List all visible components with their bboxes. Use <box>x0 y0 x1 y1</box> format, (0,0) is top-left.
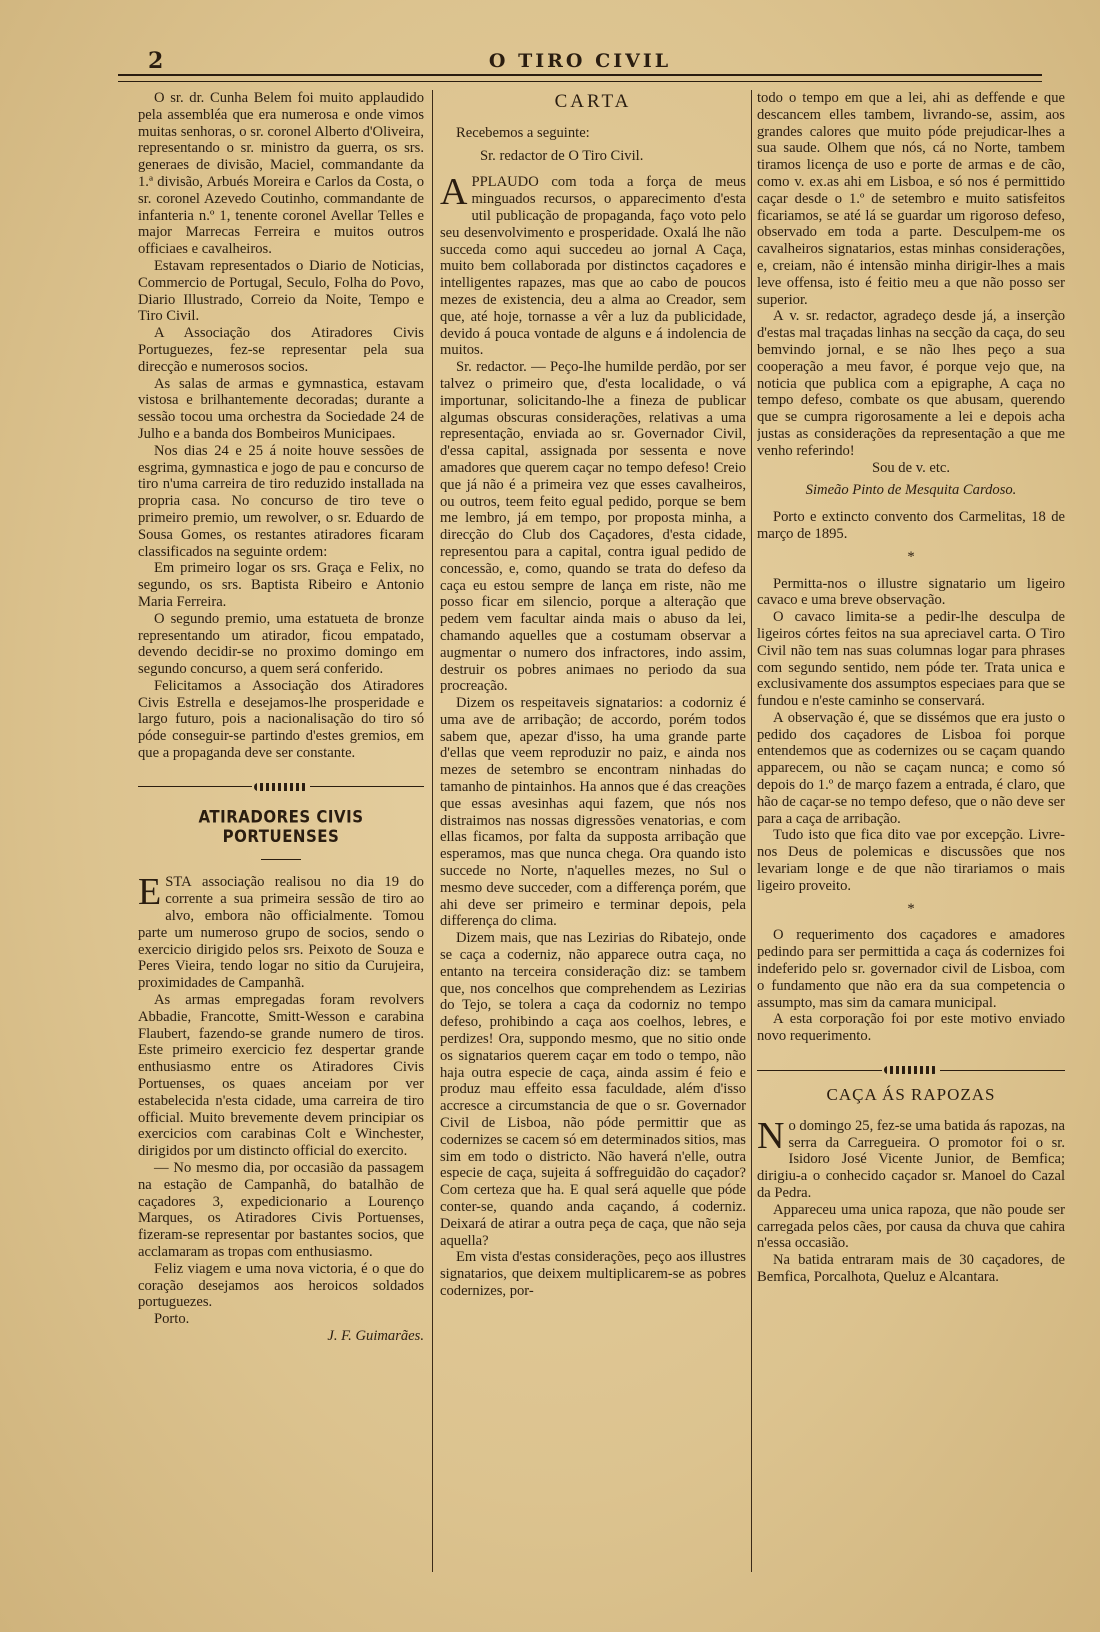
paragraph: Nos dias 24 e 25 á noite houve sessões de esgrima, gymnastica e jogo de pau e concurso de tiro n'uma carreira de tiro reduzido installada na propria casa. No concurso de tiro teve o primeiro premio, um rewolver, o sr. Eduardo de Sousa Gomes, os restantes atiradores ficaram classificados na seguinte ordem: <box>138 442 424 560</box>
paragraph: A observação é, que se dissémos que era justo o pedido dos caçadores de Lisboa foi porque entendemos que as codernizes ou se caçam quando apparecem, ou não se caçam nunca; e como só depois do 1.º de março fazem a entrada, é claro, que hão de caçar-se no tempo defeso, que o não deve ser para a caça de arribação. <box>757 709 1065 827</box>
drop-cap: N <box>757 1114 785 1157</box>
paragraph-text: associação realisou no dia 19 do corrente a sua primeira sessão de tiro ao alvo, embora não officialmente. Tomou parte um numeroso grupo de socios, sendo o exercicio dirigido pelos srs. Peixoto de Souza e Peres Vieira, tendo logar no sitio da Curujeira, proximidades de Campanhã. <box>138 874 424 992</box>
paragraph: A v. sr. redactor, agradeço desde já, a inserção d'estas mal traçadas linhas na secção da caça, do seu bemvindo jornal, e se não lhes peço a sua cooperação a meu favor, é porque vejo que, na noticia que publica com a epigraphe, A caça no tempo defeso, combate os que abusam, querendo que se cumpra rigorosamente a lei e depois acha justas as considerações da representação a que me venho referindo! <box>757 308 1065 459</box>
paragraph: As armas empregadas foram revolvers Abbadie, Francotte, Smitt-Wesson e carabina Flaubert, fazendo-se grande numero de tiros. Este primeiro exercicio fez despertar grande enthusiasmo entre os Atiradores Civis Portuenses, os quaes anceiam por ver estabelecida n'esta cidade, uma carreira de tiro official. Muito brevemente devem principiar os exercicios com carabinas Colt e Winchester, dirigidos por um distincto official do exercito. <box>138 992 424 1160</box>
author-signature: J. F. Guimarães. <box>327 1327 424 1344</box>
place: Porto. <box>154 1311 190 1328</box>
column-divider-1 <box>432 90 433 1572</box>
page-number: 2 <box>148 48 164 74</box>
section-title: CARTA <box>554 91 632 112</box>
paragraph: A esta corporação foi por este motivo enviado novo requerimento. <box>757 1011 1065 1045</box>
paragraph: Na batida entraram mais de 30 caçadores, de Bemfica, Porcalhota, Queluz e Alcantara. <box>757 1252 1065 1285</box>
section-ornament <box>757 1065 1065 1075</box>
column-1 <box>138 90 424 1572</box>
masthead: O TIRO CIVIL <box>488 50 672 72</box>
section-title: ATIRADORES CIVIS PORTUENSES <box>198 806 364 847</box>
column-divider-2 <box>751 90 752 1572</box>
asterisk-divider: * <box>907 548 915 565</box>
header-rule <box>118 74 1042 82</box>
lead-word: STA <box>165 874 192 891</box>
paragraph: — No mesmo dia, por occasião da passagem na estação de Campanhã, do batalhão de caçadores 3, expedicionario a Lourenço Marques, os Atiradores Civis Portuenses, fizeram-se representar por bastantes socios, que acclamaram as tropas com enthusiasmo. <box>138 1160 424 1260</box>
paragraph: Em primeiro logar os srs. Graça e Felix, no segundo, os srs. Baptista Ribeiro e Antonio Maria Ferreira. <box>138 560 424 610</box>
paragraph: O sr. dr. Cunha Belem foi muito applaudido pela assembléa que era numerosa e onde vimos muitas senhoras, o sr. coronel Alberto d'Oliveira, representando o sr. ministro da guerra, os srs. generaes de divisão, Maciel, commandante da 1.ª divisão, Arbués Moreira e Carlos da Costa, o sr. coronel Azevedo Coutinho, commandante de infanteria n.º 1, tenente coronel Avellar Telles e major Marrecas Ferreira e muitos outros officiaes e cavalheiros. <box>138 90 424 258</box>
paragraph: Appareceu uma unica rapoza, que não poude ser carregada pelos cães, por causa da chuva que cahira n'essa occasião. <box>757 1201 1065 1252</box>
paragraph: Sr. redactor. — Peço-lhe humilde perdão, por ser talvez o primeiro que, d'esta localidade, o vá importunar, solicitando-lhe a fineza de publicar algumas obscuras considerações, relativas a uma representação, enviada ao sr. Governador Civil, d'essa capital, assignada por sessenta e nove amadores que querem caçar no tempo defeso! Creio que já não é a primeira vez que esses cavalheiros, ou outros, teem feito egual pedido, porque se bem me lembro, já em tempo, por proposta minha, a direcção do Club dos Caçadores, d'esta cidade, representou para a capital, contra igual pedido de concessão, e, como, quando se trata do defeso da caça eu estou sempre de lança em riste, não me posso ficar em silencio, porque a alteração que pedem vem facultar ainda mais o abuso da lei, chamando aquelles que a costumam observar a augmentar o numero dos infractores, indo assim, destruir os pobres animaes no periodo da sua procreação. <box>440 359 746 695</box>
column-2 <box>440 90 746 1572</box>
paragraph: Em vista d'estas considerações, peço aos illustres signatarios, que deixem multiplicarem-se as pobres codernizes, por- <box>440 1249 746 1299</box>
drop-cap: A <box>440 171 468 214</box>
paragraph: O cavaco limita-se a pedir-lhe desculpa de ligeiros córtes feitos na sua apreciavel carta. O Tiro Civil não tem nas suas columnas logar para phrases com segundo sentido, nem póde ter. Trata unica e exclusivamente dos assumptos especiaes para que se fundou e n'este caminho se conservará. <box>757 609 1065 710</box>
paragraph: O segundo premio, uma estatueta de bronze representando um atirador, ficou empatado, devendo decidir-se no proximo domingo em segundo concurso, a quem será conferido. <box>138 610 424 678</box>
paragraph: Dizem mais, que nas Lezirias do Ribatejo, onde se caça a coderniz, não apparece outra caça, no entanto na terceira consideração diz: se tambem que, nos concelhos que comprehendem as Lezirias do Tejo, se tolera a caça da codorniz no tempo defeso, prohibindo a caça aos coelhos, lebres, e perdizes! Ora, suppondo mesmo, que no sitio onde os signatarios querem caçar em todo o tempo, não haja outra especie de caça, ainda assim é feio e produz mau effeito essa faculdade, além d'isso accresce a circumstancia de que o sr. Governador Civil de Lisboa, não póde permittir que as codernizes se cacem só em determinados sitios, mas sim em todo o districto. Não haverá n'elle, outra especie de caça, sujeita á soffreguidão do caçador? Com certeza que ha. E qual será aquelle que póde conter-se, quando anda caçando, á coderniz. Deixará de atirar a outra peça de caça, que não seja aquella? <box>440 930 746 1249</box>
title-rule <box>261 859 301 860</box>
section-title: CAÇA ÁS RAPOZAS <box>826 1085 996 1105</box>
closing-line: Sou de v. etc. <box>871 459 951 476</box>
paragraph-dropcap <box>440 171 746 359</box>
intro-line: Recebemos a seguinte: <box>456 124 590 141</box>
paragraph-text: com toda a força de meus minguados recursos, o apparecimento d'esta util publicação de propaganda, faço voto pelo seu desenvolvimento e prosperidade. Oxalá lhe não succeda como aqui succedeu ao jornal A Caça, muito bem collaborada por distinctos caçadores e intelligentes rapazes, mas que ao cabo de poucos mezes de existencia, deu a alma ao Creador, sem que, até hoje, tornasse a vêr a luz da publicidade, devido á pouca vontade de alguns e á indolencia de muitos. <box>440 174 746 359</box>
lead-word: PPLAUDO <box>471 174 539 191</box>
paragraph: Estavam representados o Diario de Noticias, Commercio de Portugal, Seculo, Folha do Povo, Diario Illustrado, Correio da Noite, Tempo e Tiro Civil. <box>138 257 424 325</box>
paragraph: A Associação dos Atiradores Civis Portuguezes, fez-se representar pela sua direcção e numerosos socios. <box>138 325 424 375</box>
paragraph: Tudo isto que fica dito vae por excepção. Livre-nos Deus de polemicas e discussões que nos levariam longe e de que não tirariamos o mais ligeiro proveito. <box>757 827 1065 894</box>
page-header <box>118 48 1042 76</box>
section-ornament <box>138 782 424 792</box>
paragraph: O requerimento dos caçadores e amadores pedindo para ser permittida a caça ás codernizes foi indeferido pelo sr. governador civil de Lisboa, com o fundamento que não era da sua competencia o assumpto, mas sim da camara municipal. <box>757 927 1065 1011</box>
paragraph: Permitta-nos o illustre signatario um ligeiro cavaco e uma breve observação. <box>757 575 1065 609</box>
paragraph: Dizem os respeitaveis signatarios: a codorniz é uma ave de arribação; de accordo, porém todos sabem que, apezar d'isso, ha uma grande parte d'ellas que veem reproduzir no paiz, e ainda nos mezes de setembro se encontram ninhadas do tamanho de pintainhos. Ha annos que é das creações que essas avesinhas aqui fazem, que nós nos distraimos nas nossas digressões venatorias, e com ellas ficamos, por falta da supposta arribação que esperamos, mas que nunca chega. Ora quando isto succede no Norte, n'aquelles mezes, no Sul o mesmo deve succeder, com a differença porém, que ahi deve ser primeiro e terminar depois, pela differença do clima. <box>440 695 746 930</box>
paragraph-dropcap <box>757 1114 1065 1202</box>
paragraph: As salas de armas e gymnastica, estavam vistosa e brilhantemente decoradas; durante a sessão tocou uma orchestra da Sociedade 24 de Julho e a banda dos Bombeiros Municipaes. <box>138 375 424 442</box>
paragraph-dropcap <box>138 871 424 992</box>
paragraph-text: o domingo 25, fez-se uma batida ás rapozas, na serra da Carregueira. O promotor foi o sr. Isidoro José Vicente Junior, de Bemfica; dirigiu-a o conhecido caçador sr. Manoel do Cazal da Pedra. <box>757 1117 1065 1202</box>
paragraph: Felicitamos a Associação dos Atiradores Civis Estrella e desejamos-lhe prosperidade e largo futuro, pois a nacionalisação do tiro só póde conseguir-se partindo d'estes gremios, em que a propaganda deve ser constante. <box>138 677 424 762</box>
greeting-line: Sr. redactor de O Tiro Civil. <box>480 147 644 164</box>
paragraph: todo o tempo em que a lei, ahi as deffende e que descancem elles tambem, livrando-se, assim, aos grandes calores que muito póde prejudicar-lhes a sua saude. Olhem que nós, cá no Norte, tambem tiramos licença de uso e porte de armas e de cão, como v. ex.as ahi em Lisboa, e só nos é permittido caçar desde o 1.º de setembro e muito satisfeitos ficariamos, se até lá se guardar um rigoroso defeso, observado em toda a parte. Desculpem-me os cavalheiros signatarios, estas minhas considerações, e, creiam, não é intensão minha dirigir-lhes a mais leve offensa, isto é feitio meu a que não posso ser superior. <box>757 90 1065 308</box>
column-3 <box>757 90 1065 1572</box>
drop-cap: E <box>138 871 162 914</box>
asterisk-divider: * <box>907 900 915 917</box>
paragraph: Feliz viagem e uma nova victoria, é o que do coração desejamos aos heroicos soldados portuguezes. <box>138 1260 424 1311</box>
place-date: Porto e extincto convento dos Carmelitas, 18 de março de 1895. <box>757 509 1065 542</box>
letter-signature: Simeão Pinto de Mesquita Cardoso. <box>805 482 1017 499</box>
